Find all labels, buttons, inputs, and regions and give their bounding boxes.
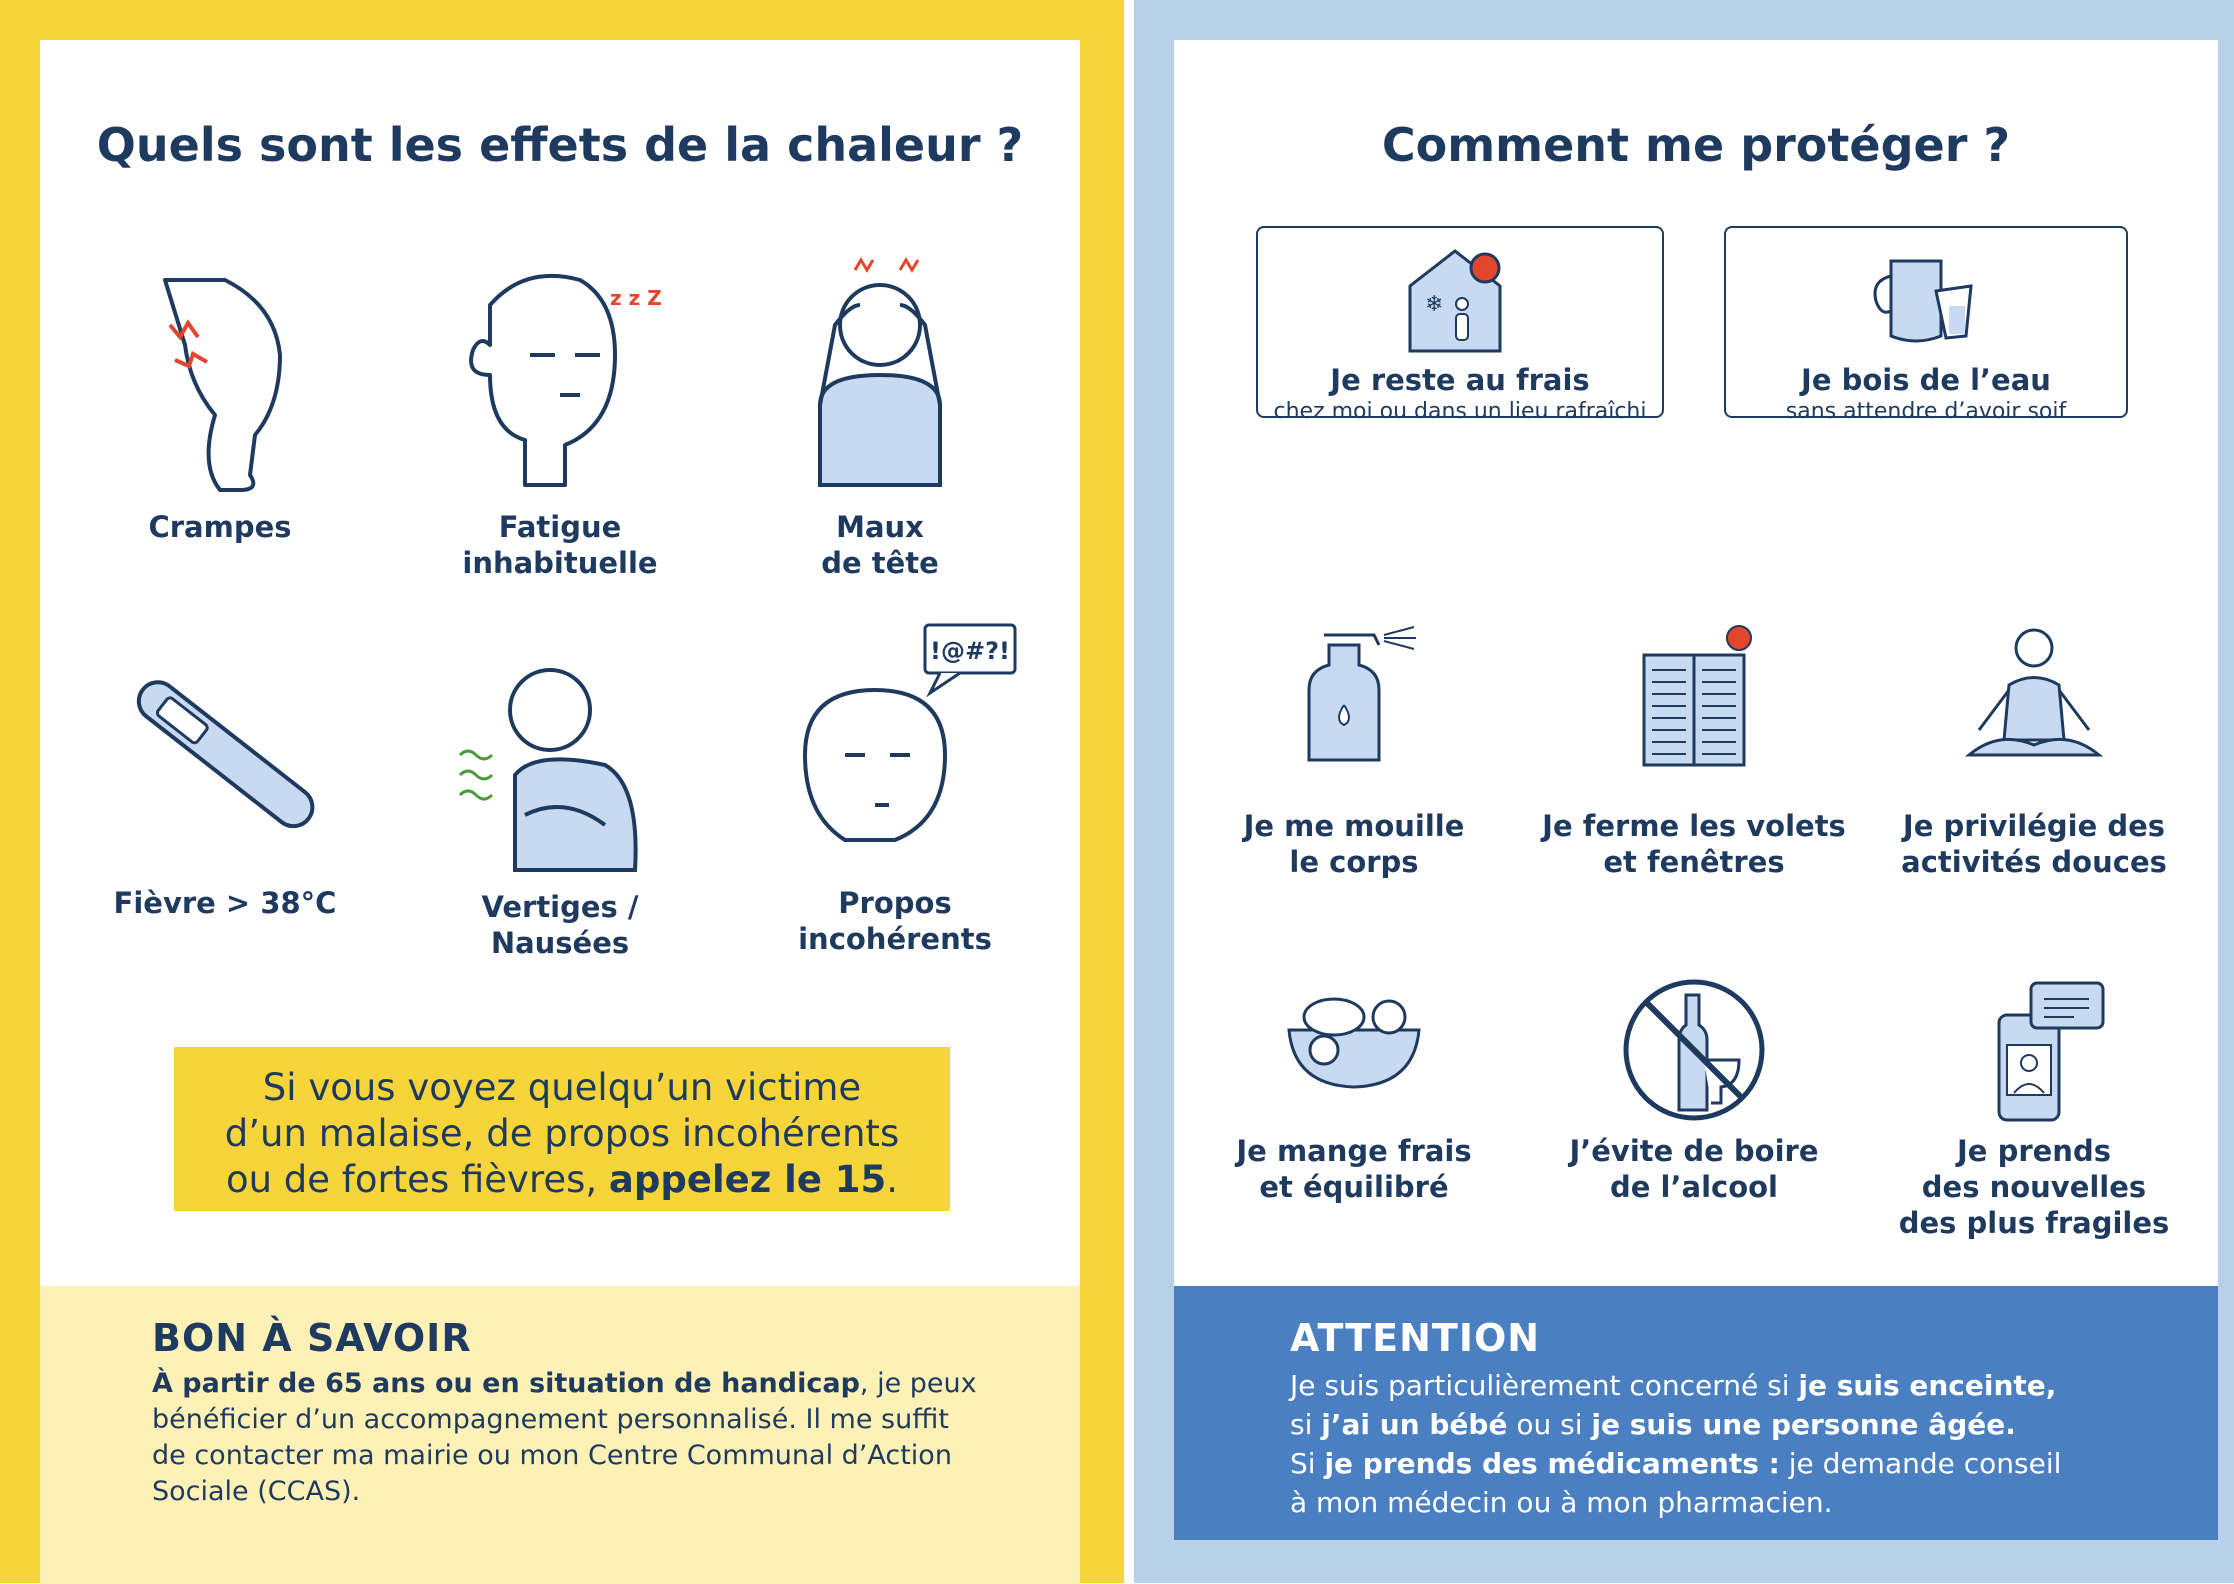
effect-label-line2: de tête xyxy=(821,546,939,580)
attention-box xyxy=(1174,1286,2218,1540)
effect-maux-de-tete xyxy=(765,235,995,581)
card-sub: chez moi ou dans un lieu rafraîchi xyxy=(1273,399,1647,424)
thermometer-icon xyxy=(115,655,335,855)
call-15-box xyxy=(174,1047,950,1211)
tip-mange-frais xyxy=(1214,975,1494,1205)
heat-effects-title: Quels sont les effets de la chaleur ? xyxy=(96,118,1024,172)
attention-text-part: je demande conseil xyxy=(1779,1447,2062,1480)
tip-label: J’évite de boire xyxy=(1569,1134,1819,1168)
effect-fatigue xyxy=(425,235,695,581)
effect-label: Fièvre > 38°C xyxy=(113,886,337,920)
attention-emphasis: je suis enceinte, xyxy=(1798,1369,2057,1402)
tip-ferme-volets xyxy=(1534,620,1854,880)
attention-emphasis: je prends des médicaments : xyxy=(1324,1447,1780,1480)
nausea-icon xyxy=(455,655,665,875)
tip-label: Je ferme les volets xyxy=(1542,809,1846,843)
card-label: Je bois de l’eau xyxy=(1801,363,2051,397)
attention-text-part: si xyxy=(1290,1408,1322,1441)
effect-label: Maux xyxy=(836,510,924,544)
protection-sheet xyxy=(1174,40,2218,1540)
attention-text-part: Je suis particulièrement concerné si xyxy=(1290,1369,1799,1402)
tip-mouille-corps xyxy=(1214,620,1494,880)
bon-a-savoir-text xyxy=(152,1366,1052,1510)
bon-line-4: Sociale (CCAS). xyxy=(152,1476,361,1507)
sleepy-face-icon xyxy=(445,235,675,495)
effect-crampes xyxy=(110,235,330,545)
tip-activites-douces xyxy=(1874,620,2194,880)
phone-message-icon xyxy=(1959,975,2109,1125)
effect-label-line2: Nausées xyxy=(490,926,630,960)
cool-house-icon xyxy=(1395,236,1525,356)
tip-evite-alcool xyxy=(1534,975,1854,1205)
shutters-icon xyxy=(1624,620,1764,770)
effect-label: Crampes xyxy=(148,510,292,544)
protection-title: Comment me protéger ? xyxy=(1381,118,2011,172)
attention-text-part: ou si xyxy=(1507,1408,1592,1441)
call-line-2: d’un malaise, de propos incohérents xyxy=(224,1112,900,1155)
attention-text-part: Si xyxy=(1290,1447,1325,1480)
speech-bubble-text: !@#?! xyxy=(930,637,1010,665)
effect-label: Fatigue xyxy=(498,510,622,544)
effect-label-line2: incohérents xyxy=(798,922,992,956)
effect-propos-incoherents xyxy=(760,605,1030,957)
call-line-3-prefix: ou de fortes fièvres, xyxy=(225,1158,609,1201)
tip-label-line2: activités douces xyxy=(1901,845,2167,879)
attention-title: ATTENTION xyxy=(1290,1316,1541,1360)
svg-text:❄: ❄ xyxy=(1425,292,1444,317)
leg-cramp-icon xyxy=(130,235,310,495)
card-reste-au-frais xyxy=(1256,226,1664,424)
attention-line-3 xyxy=(1290,1444,2190,1483)
effect-label-line2: inhabituelle xyxy=(462,546,658,580)
call-line-3-suffix: . xyxy=(886,1158,899,1201)
bon-line-1-rest: , je peux xyxy=(859,1368,977,1399)
card-sub: sans attendre d’avoir soif xyxy=(1785,399,2067,424)
tip-label-line2: et fenêtres xyxy=(1603,845,1785,879)
effect-label: Vertiges / xyxy=(481,890,639,924)
tip-label-line2: et équilibré xyxy=(1259,1170,1449,1204)
tip-label: Je prends xyxy=(1957,1134,2111,1168)
bon-bold-intro: À partir de 65 ans ou en situation de handicap xyxy=(152,1368,860,1399)
tip-label: Je mange frais xyxy=(1236,1134,1472,1168)
attention-line-4: à mon médecin ou à mon pharmacien. xyxy=(1290,1486,1833,1519)
effect-vertiges xyxy=(440,655,680,961)
tip-label: Je privilégie des xyxy=(1902,809,2166,843)
effect-label: Propos xyxy=(838,886,952,920)
bon-line-2: bénéficier d’un accompagnement personnalisé. Il me suffit xyxy=(152,1404,949,1435)
bon-a-savoir-title: BON À SAVOIR xyxy=(152,1316,472,1360)
bon-a-savoir-box xyxy=(40,1286,1080,1584)
water-pitcher-icon xyxy=(1861,236,1991,356)
headache-icon xyxy=(780,235,980,495)
tip-label-line2: des nouvelles xyxy=(1921,1170,2147,1204)
attention-emphasis: j’ai un bébé xyxy=(1321,1408,1508,1441)
bon-line-1 xyxy=(152,1366,1052,1402)
confused-speech-icon xyxy=(765,605,1025,875)
meditation-icon xyxy=(1959,620,2109,770)
attention-emphasis: je suis une personne âgée. xyxy=(1591,1408,2016,1441)
tip-label-line2: le corps xyxy=(1289,845,1419,879)
attention-line-1 xyxy=(1290,1366,2190,1405)
tip-label-line2: de l’alcool xyxy=(1610,1170,1778,1204)
tip-label-line3: des plus fragiles xyxy=(1898,1206,2170,1240)
card-bois-de-leau xyxy=(1724,226,2128,424)
no-alcohol-icon xyxy=(1619,975,1769,1125)
attention-line-2 xyxy=(1290,1405,2190,1444)
call-line-1: Si vous voyez quelqu’un victime xyxy=(262,1066,862,1109)
effect-fievre xyxy=(100,655,350,921)
tip-label: Je me mouille xyxy=(1243,809,1465,843)
sleep-letters: z z Z xyxy=(610,286,662,310)
call-emphasis: appelez le 15 xyxy=(608,1158,887,1201)
right-panel xyxy=(1134,0,2234,1583)
spray-bottle-icon xyxy=(1284,620,1424,770)
food-bowl-icon xyxy=(1279,975,1429,1095)
heat-effects-sheet xyxy=(40,40,1080,1584)
tip-prends-nouvelles xyxy=(1874,975,2194,1241)
card-label: Je reste au frais xyxy=(1330,363,1590,397)
attention-text xyxy=(1290,1366,2190,1522)
call-line-3 xyxy=(174,1157,950,1203)
bon-line-3: de contacter ma mairie ou mon Centre Communal d’Action xyxy=(152,1440,952,1471)
